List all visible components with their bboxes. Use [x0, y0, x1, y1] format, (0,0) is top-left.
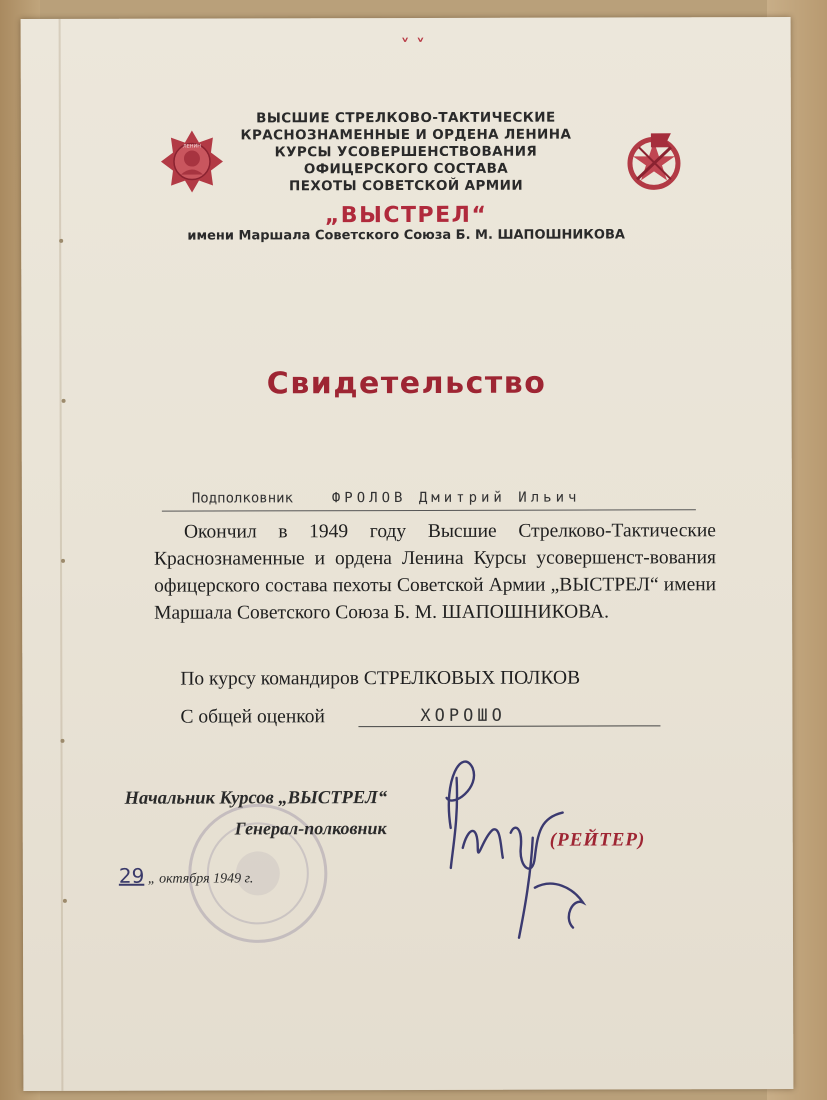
binding-hole	[63, 899, 67, 903]
issue-date	[119, 863, 254, 887]
binding-hole	[60, 739, 64, 743]
institution-header	[21, 109, 791, 244]
signatory-rank: Генерал-полковник	[234, 818, 387, 839]
recipient-rank: Подполковник	[191, 490, 294, 507]
institution-name: „ВЫСТРЕЛ“	[324, 202, 488, 229]
recipient-name: ФРОЛОВ Дмитрий Ильич	[331, 489, 581, 507]
svg-text:ЛЕНИН: ЛЕНИН	[182, 143, 202, 150]
signatory-title: Начальник Курсов „ВЫСТРЕЛ“	[124, 788, 388, 809]
grade-line	[180, 705, 662, 728]
institution-subtitle: имени Маршала Советского Союза Б. М. ШАПОШНИКОВА	[187, 227, 625, 244]
recipient-line	[162, 489, 696, 511]
certificate-body	[154, 517, 716, 626]
course-label: По курсу командиров	[180, 668, 360, 690]
course-line	[180, 668, 580, 691]
certificate-paper	[21, 17, 794, 1091]
header-line: ПЕХОТЫ СОВЕТСКОЙ АРМИИ	[289, 177, 524, 195]
date-day: 29	[118, 863, 145, 888]
signatory-name: (РЕЙТЕР)	[549, 829, 646, 851]
handwritten-signature	[422, 737, 623, 958]
binding-hole	[61, 559, 65, 563]
body-paragraph: Окончил в 1949 году Высшие Стрелково-Тактические Краснознаменные и ордена Ленина Курсы усовершенст-вования офицерского состава пехоты Советской Армии „ВЫСТРЕЛ“ имени Маршала Советского Союза Б. М. ШАПОШНИКОВА.	[153, 520, 717, 624]
grade-value: ХОРОШО	[420, 705, 506, 726]
header-line: ВЫСШИЕ СТРЕЛКОВО-ТАКТИЧЕСКИЕ	[256, 109, 556, 127]
header-line: ОФИЦЕРСКОГО СОСТАВА	[303, 160, 509, 178]
grade-label: С общей оценкой	[180, 706, 325, 728]
course-value: СТРЕЛКОВЫХ ПОЛКОВ	[363, 667, 581, 690]
date-rest: „ октября 1949 г.	[147, 871, 254, 887]
document-title: Свидетельство	[266, 365, 547, 402]
header-line: КУРСЫ УСОВЕРШЕНСТВОВАНИЯ	[274, 143, 538, 161]
header-line: КРАСНОЗНАМЕННЫЕ И ОРДЕНА ЛЕНИНА	[240, 126, 572, 144]
red-check-marks: ˅ ˅	[400, 35, 425, 58]
grade-underline	[358, 725, 660, 727]
